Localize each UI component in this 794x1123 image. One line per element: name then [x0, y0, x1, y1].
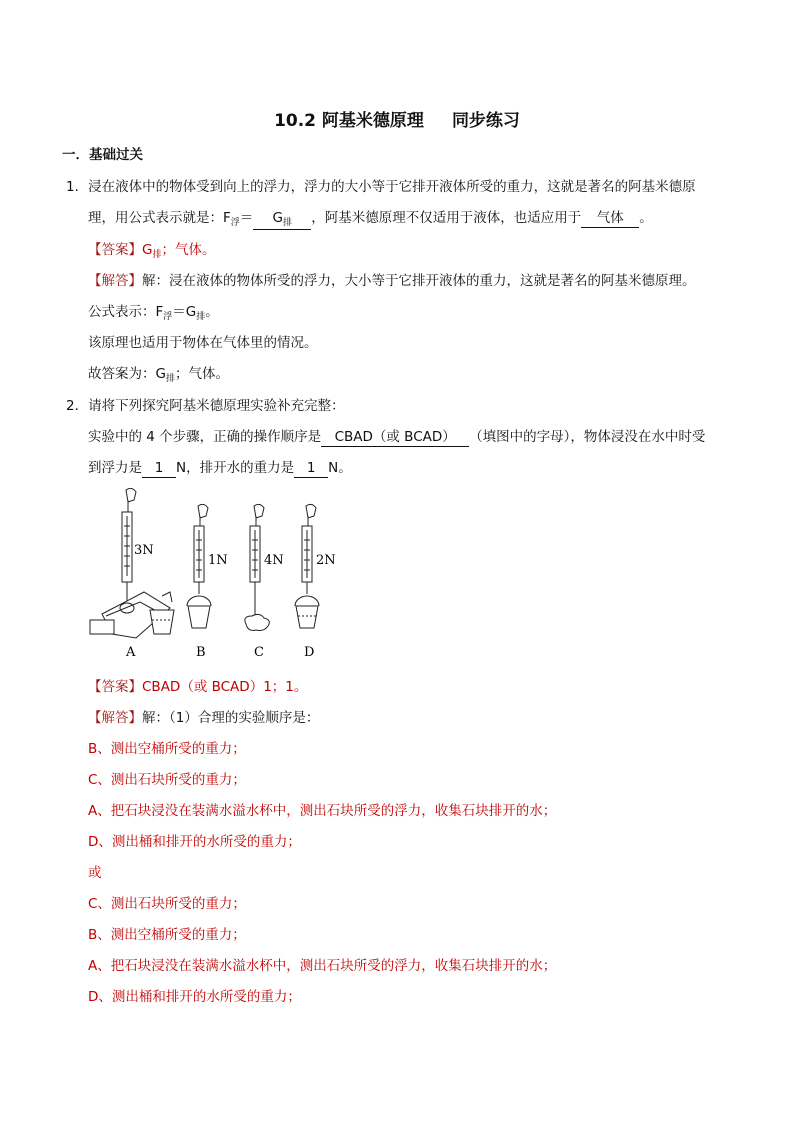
- q2-step-5: C、测出石块所受的重力；: [88, 896, 246, 912]
- experiment-figure: [88, 486, 358, 661]
- q1-formula: [88, 302, 219, 324]
- q1-explain: [88, 271, 696, 291]
- setup-a: [90, 488, 174, 638]
- q1-text-2c: ，阿基米德原理不仅适用于液体，也适应用于: [311, 210, 582, 226]
- q1-final-answer: [88, 364, 229, 386]
- q2-answer-text: CBAD（或 BCAD）1；1。: [142, 679, 308, 695]
- q2-step-6: B、测出空桶所受的重力；: [88, 927, 246, 943]
- q1-blank-formula-sub: 排: [283, 218, 293, 228]
- q2-stem: [66, 396, 345, 416]
- reading-a: 3N: [134, 543, 154, 558]
- q2-text-2b: N，排开水的重力是: [176, 460, 295, 476]
- q1-blank-formula: [253, 210, 311, 230]
- section-heading: 一．基础过关: [62, 147, 143, 163]
- title-main: 10.2 阿基米德原理: [274, 111, 424, 131]
- label-d: D: [304, 645, 315, 660]
- q2-text-1a: 实验中的 4 个步骤，正确的操作顺序是: [88, 429, 322, 445]
- q1-final-b: ；气体。: [174, 366, 229, 382]
- reading-d: 2N: [316, 553, 336, 568]
- q1-blank-gas: 气体: [581, 210, 639, 228]
- q2-answer: [88, 677, 307, 697]
- q2-text-2a: 到浮力是: [88, 460, 142, 476]
- q1-final-sub: 排: [165, 374, 175, 384]
- q2-line1: [88, 427, 705, 447]
- q2-explain: [88, 708, 319, 728]
- q2-step-3: A、把石块浸没在装满水溢水杯中，测出石块所受的浮力，收集石块排开的水；: [88, 803, 557, 819]
- q1-answer: [88, 240, 215, 262]
- q2-text-2c: N。: [328, 460, 352, 476]
- q1-answer-a: G: [142, 242, 153, 258]
- q2-step-2: C、测出石块所受的重力；: [88, 772, 246, 788]
- q1-text-2a: 理，用公式表示就是：F: [88, 210, 231, 226]
- q1-answer-b: ；气体。: [161, 242, 216, 258]
- q1-text-1: 浸在液体中的物体受到向上的浮力，浮力的大小等于它排开液体所受的重力，这就是著名的阿基米德原: [88, 179, 696, 195]
- page-title: [0, 106, 794, 131]
- q1-formula-sub2: 排: [196, 312, 206, 322]
- label-a: A: [126, 645, 136, 660]
- q2-explain-tag: 【解答】: [88, 710, 142, 726]
- q2-blank-order: CBAD（或 BCAD）: [321, 429, 469, 447]
- q1-number: 1．: [66, 179, 89, 195]
- q2-stem-text: 请将下列探究阿基米德原理实验补充完整：: [88, 398, 345, 414]
- q2-step-or: 或: [88, 865, 102, 881]
- q1-explain-gas: 该原理也适用于物体在气体里的情况。: [88, 335, 318, 351]
- label-b: B: [196, 645, 206, 660]
- q1-blank-formula-main: G: [272, 210, 283, 226]
- q2-step-7: A、把石块浸没在装满水溢水杯中，测出石块所受的浮力，收集石块排开的水；: [88, 958, 557, 974]
- q1-text-2b: ＝: [239, 210, 254, 226]
- q1-formula-a: 公式表示：F: [88, 304, 164, 320]
- q2-explain-intro: 解：（1）合理的实验顺序是：: [142, 710, 320, 726]
- q1-answer-tag: 【答案】: [88, 242, 142, 258]
- q2-step-8: D、测出桶和排开的水所受的重力；: [88, 989, 301, 1005]
- q2-blank-water: 1: [294, 460, 328, 478]
- q2-text-1b: （填图中的字母），物体浸没在水中时受: [469, 429, 706, 445]
- q2-step-4: D、测出桶和排开的水所受的重力；: [88, 834, 301, 850]
- q2-line2: [88, 458, 352, 478]
- q1-explain-tag: 【解答】: [88, 273, 142, 289]
- title-sub: 同步练习: [451, 111, 520, 131]
- q1-formula-sub1: 浮: [163, 312, 173, 322]
- q1-text-2d: 。: [639, 210, 653, 226]
- q1-final-a: 故答案为：G: [88, 366, 166, 382]
- q1-line2: [88, 208, 653, 230]
- q1-formula-b: ＝G: [172, 304, 197, 320]
- q1-sub-fu: 浮: [230, 218, 240, 228]
- reading-c: 4N: [264, 553, 284, 568]
- q2-answer-tag: 【答案】: [88, 679, 142, 695]
- q2-blank-buoyancy: 1: [142, 460, 176, 478]
- q1-answer-sub: 排: [152, 250, 162, 260]
- label-c: C: [254, 645, 264, 660]
- q1-explain-text: 解：浸在液体的物体所受的浮力，大小等于它排开液体的重力，这就是著名的阿基米德原理。: [142, 273, 696, 289]
- q2-step-1: B、测出空桶所受的重力；: [88, 741, 246, 757]
- q1-line1: [66, 177, 696, 197]
- q2-number: 2．: [66, 398, 89, 414]
- q1-formula-c: 。: [205, 304, 219, 320]
- reading-b: 1N: [208, 553, 228, 568]
